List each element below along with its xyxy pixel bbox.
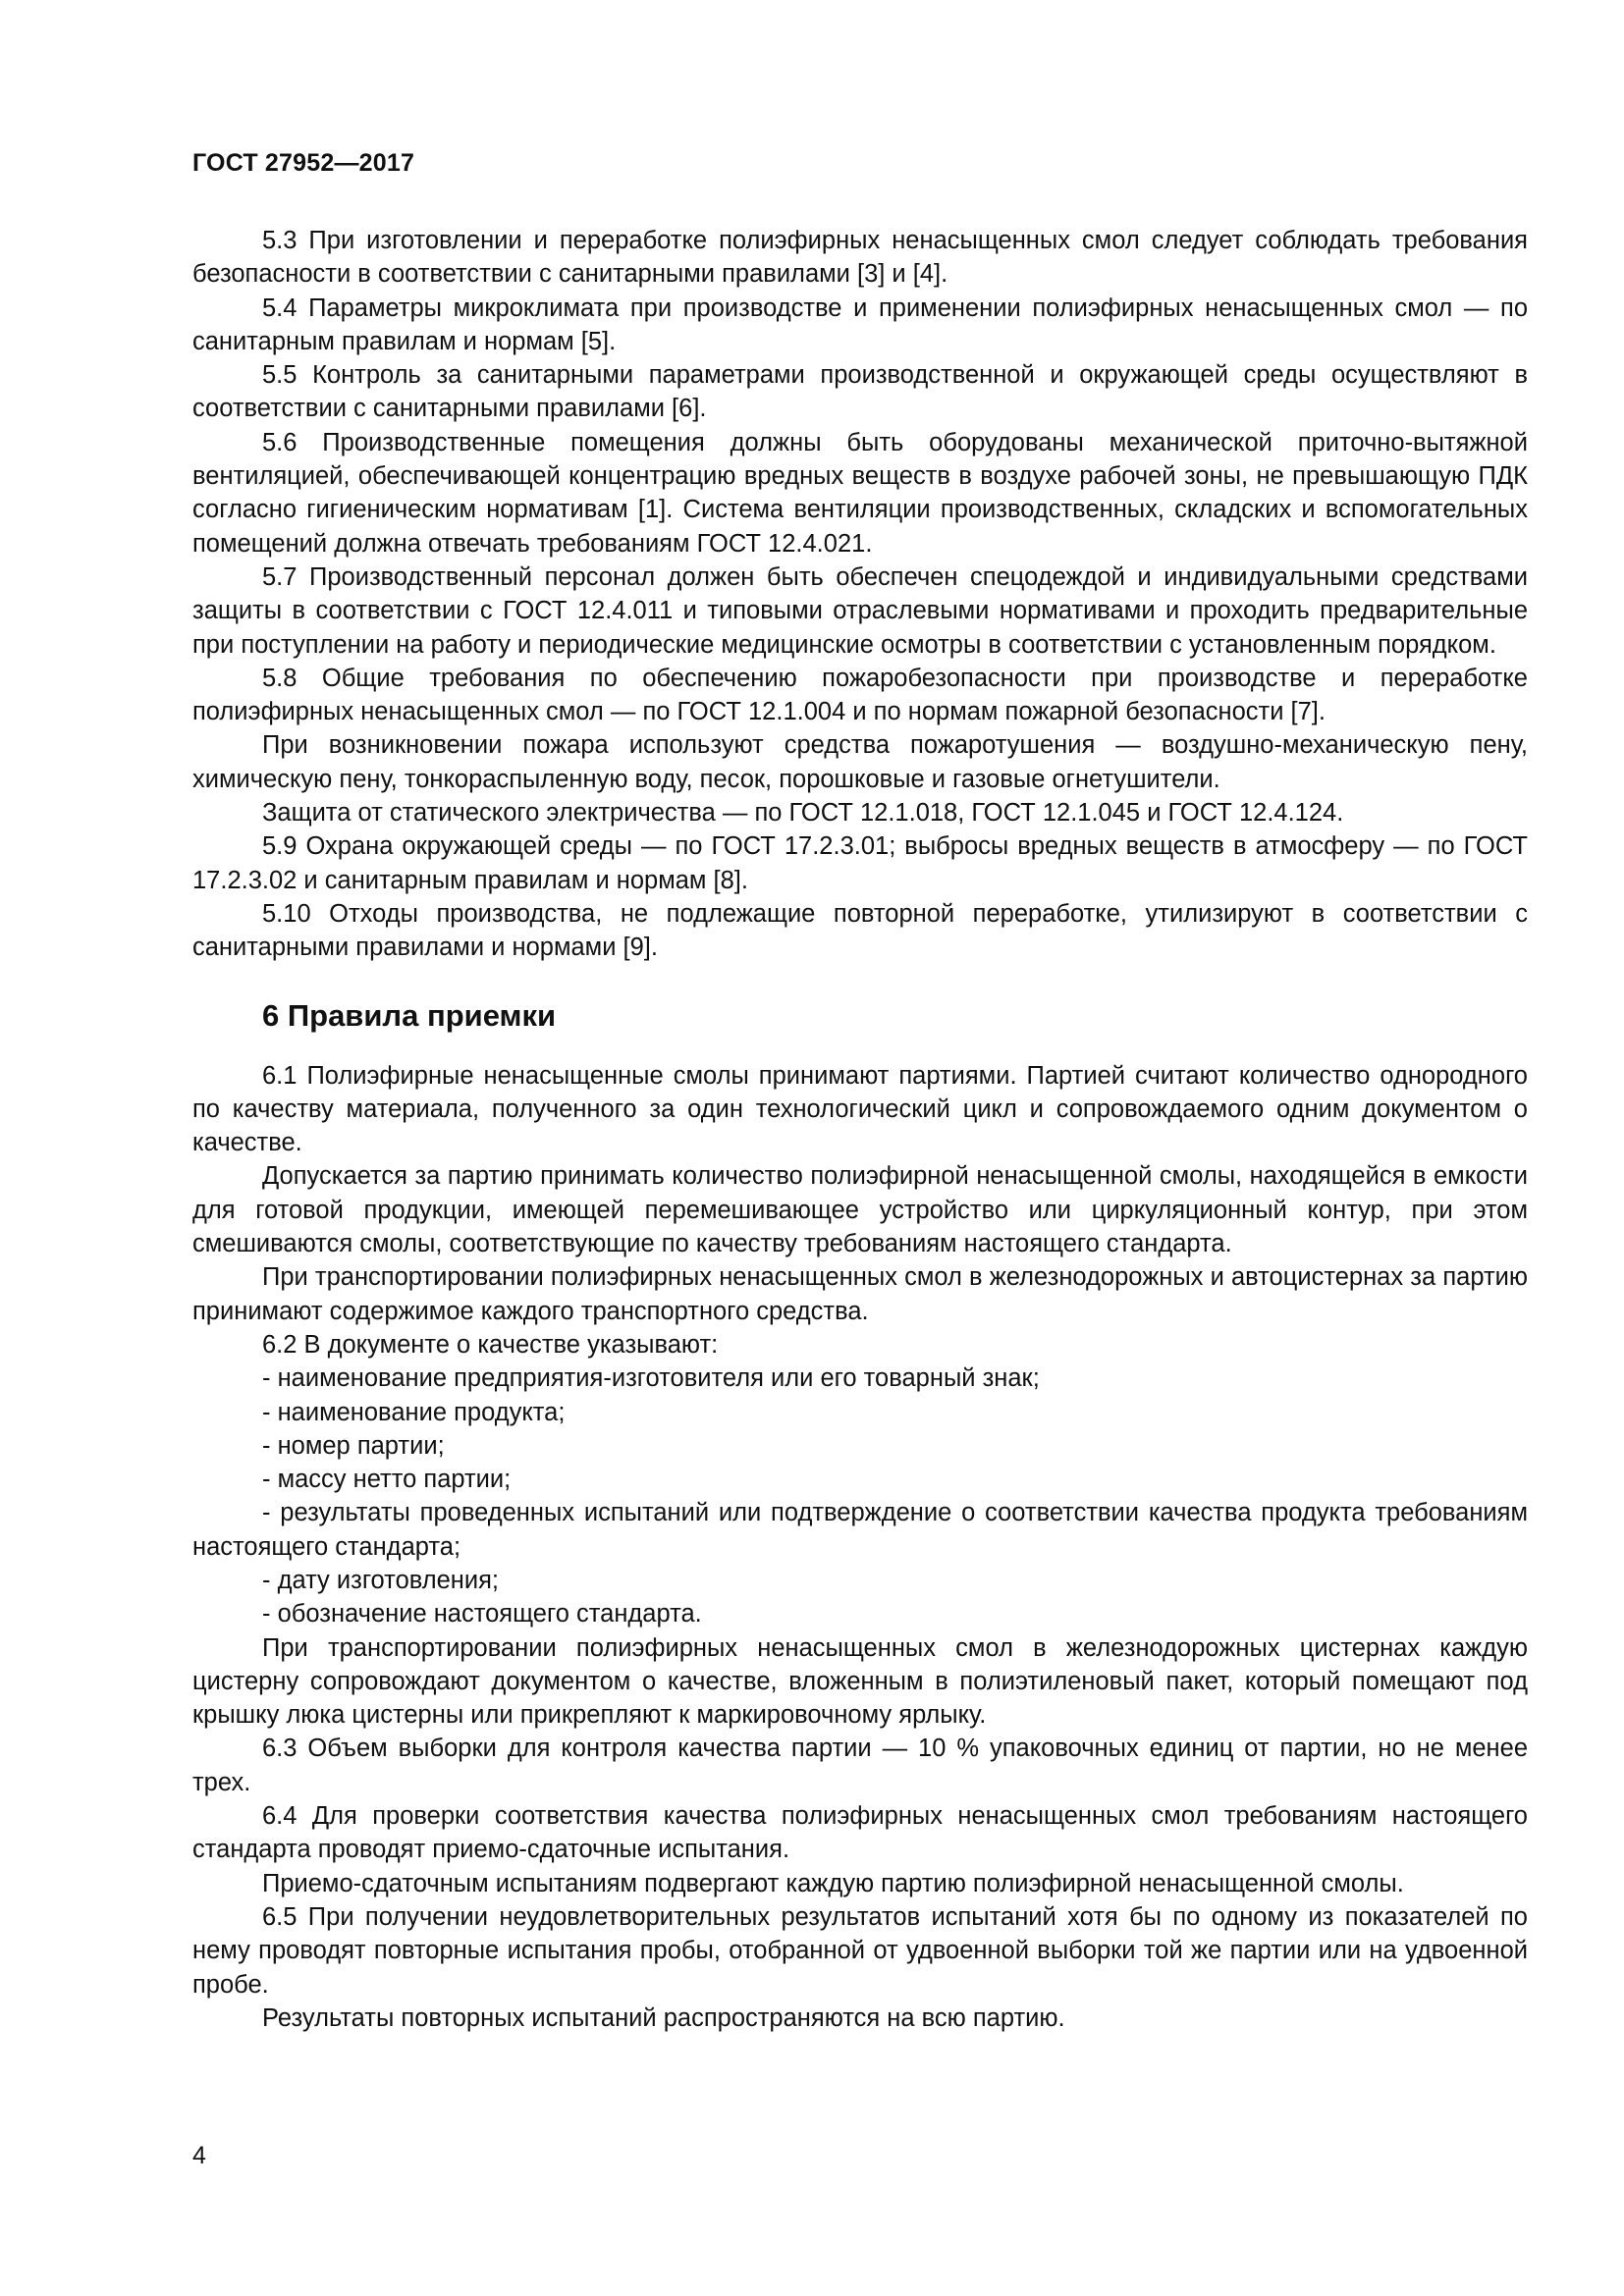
section-5-body [192,224,1528,965]
section-6-body [192,1059,1528,2036]
paragraph-5-10: 5.10 Отходы производства, не подлежащие повторной переработке, утилизируют в соответствии с санитарными правилами и нормами [9]. [192,899,1528,962]
paragraph-5-5: 5.5 Контроль за санитарными параметрами производственной и окружающей среды осуществляют в соответствии с санитарными правилами [6]. [192,361,1528,423]
section-6-title: 6 Правила приемки [262,997,557,1033]
list-item: - массу нетто партии; [262,1466,512,1494]
paragraph-5-3: 5.3 При изготовлении и переработке полиэфирных ненасыщенных смол следует соблюдать требования безопасности в соответствии с санитарными правилами [3] и [4]. [192,227,1528,289]
paragraph-5-8-fire: При возникновении пожара используют средства пожаротушения — воздушно-механическую пену, химическую пену, тонкораспыленную воду, песок, порошковые и газовые огнетушители. [192,731,1528,793]
document-body [192,224,1528,2035]
paragraph-5-9: 5.9 Охрана окружающей среды — по ГОСТ 17.2.3.01; выбросы вредных веществ в атмосферу — по ГОСТ 17.2.3.02 и санитарным правилам и нормам [8]. [192,832,1528,894]
paragraph-6-5-result: Результаты повторных испытаний распространяются на всю партию. [262,2003,1065,2032]
page-number: 4 [192,2142,206,2169]
paragraph-5-8-static: Защита от статического электричества — по ГОСТ 12.1.018, ГОСТ 12.1.045 и ГОСТ 12.4.124. [262,799,1344,828]
document-header: ГОСТ 27952—2017 [192,149,415,177]
paragraph-6-4-acceptance: Приемо-сдаточным испытаниям подвергают каждую партию полиэфирной ненасыщенной смолы. [262,1869,1404,1897]
paragraph-6-5: 6.5 При получении неудовлетворительных результатов испытаний хотя бы по одному из показателей по нему проводят повторные испытания пробы, отобранной от удвоенной выборки той же партии или на удвоенной пробе. [192,1902,1528,1999]
paragraph-6-2-rail: При транспортировании полиэфирных ненасыщенных смол в железнодорожных цистернах каждую цистерну сопровождают документом о качестве, вложенным в полиэтиленовый пакет, который помещают под крышку люка цистерны или прикрепляют к маркировочному ярлыку. [192,1633,1528,1730]
paragraph-6-1-transport: При транспортировании полиэфирных ненасыщенных смол в железнодорожных и автоцистернах за партию принимают содержимое каждого транспортного средства. [192,1263,1528,1325]
paragraph-5-7: 5.7 Производственный персонал должен быть обеспечен спецодеждой и индивидуальными средствами защиты в соответствии с ГОСТ 12.4.011 и типовыми отраслевыми нормативами и проходить предварительные при поступлении на работу и периодические медицинские осмотры в соответствии с установленным порядком. [192,562,1528,659]
paragraph-5-6: 5.6 Производственные помещения должны быть оборудованы механической приточно-вытяжной вентиляцией, обеспечивающей концентрацию вредных веществ в воздухе рабочей зоны, не превышающую ПДК согласно гигиеническим нормативам [1]. Система вентиляции производственных, складских и вспомогательных помещений должна отвечать требованиям ГОСТ 12.4.021. [192,428,1528,558]
list-item: - дату изготовления; [262,1566,499,1594]
paragraph-5-4: 5.4 Параметры микроклимата при производстве и применении полиэфирных ненасыщенных смол — по санитарным правилам и нормам [5]. [192,294,1528,355]
paragraph-5-8: 5.8 Общие требования по обеспечению пожаробезопасности при производстве и переработке полиэфирных ненасыщенных смол — по ГОСТ 12.1.004 и по нормам пожарной безопасности [7]. [192,664,1528,726]
paragraph-6-2: 6.2 В документе о качестве указывают: [262,1330,719,1359]
list-item: - обозначение настоящего стандарта. [262,1600,702,1629]
list-item: - результаты проведенных испытаний или подтверждение о соответствии качества продукта требованиям настоящего стандарта; [192,1499,1528,1561]
list-item: - наименование предприятия-изготовителя или его товарный знак; [262,1364,1040,1393]
paragraph-6-3: 6.3 Объем выборки для контроля качества партии — 10 % упаковочных единиц от партии, но не менее трех. [192,1735,1528,1796]
paragraph-6-4: 6.4 Для проверки соответствия качества полиэфирных ненасыщенных смол требованиям настоящего стандарта проводят приемо-сдаточные испытания. [192,1802,1528,1864]
list-item: - номер партии; [262,1431,445,1460]
paragraph-6-1: 6.1 Полиэфирные ненасыщенные смолы принимают партиями. Партией считают количество однородного по качеству материала, полученного за один технологический цикл и сопровождаемого одним документом о качестве. [192,1061,1528,1157]
list-item: - наименование продукта; [262,1398,566,1426]
paragraph-6-1-tank: Допускается за партию принимать количество полиэфирной ненасыщенной смолы, находящейся в емкости для готовой продукции, имеющей перемешивающее устройство или циркуляционный контур, при этом смешиваются смолы, соответствующие по качеству требованиям настоящего стандарта. [192,1162,1528,1258]
